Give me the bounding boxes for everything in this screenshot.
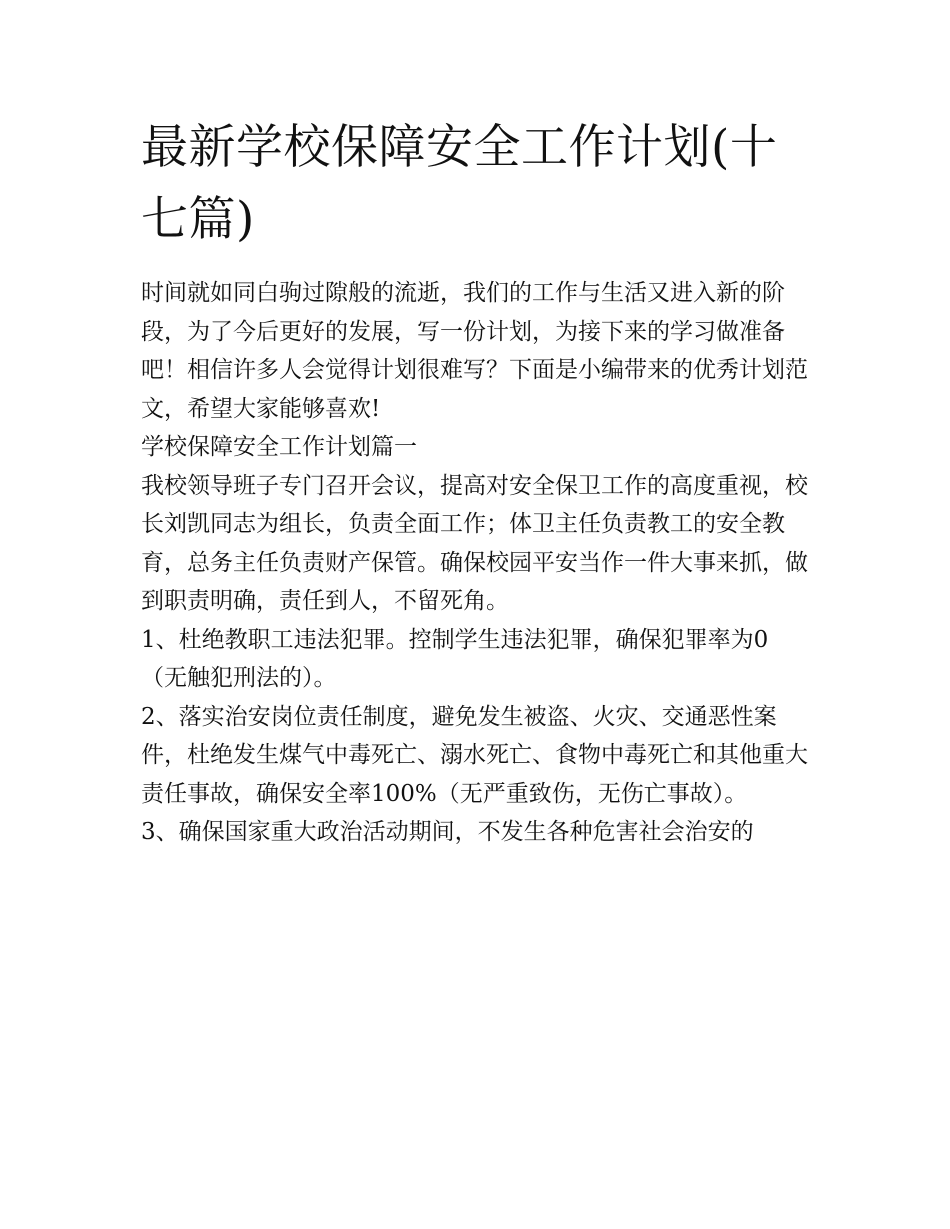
list-item-3: 3、确保国家重大政治活动期间，不发生各种危害社会治安的 [141,819,754,845]
document-body [141,112,813,852]
intro-paragraph: 时间就如同白驹过隙般的流逝，我们的工作与生活又进入新的阶段，为了今后更好的发展，写一份计划，为接下来的学习做准备吧！相信许多人会觉得计划很难写？下面是小编带来的优秀计划范文，希望大家能够喜欢! [141,280,808,422]
document-title: 最新学校保障安全工作计划(十七篇) [141,120,778,247]
section-heading: 学校保障安全工作计划篇一 [141,434,417,460]
title-spacer [141,256,813,274]
body-paragraph: 我校领导班子专门召开会议，提高对安全保卫工作的高度重视，校长刘凯同志为组长，负责全面工作；体卫主任负责教工的安全教育，总务主任负责财产保管。确保校园平安当作一件大事来抓，做到职责明确，责任到人，不留死角。 [141,472,808,614]
list-item-1: 1、杜绝教职工违法犯罪。控制学生违法犯罪，确保犯罪率为0（无触犯刑法的）。 [141,626,769,691]
list-item-2: 2、落实治安岗位责任制度，避免发生被盗、火灾、交通恶性案件，杜绝发生煤气中毒死亡、溺水死亡、食物中毒死亡和其他重大责任事故，确保安全率100%（无严重致伤，无伤亡事故）。 [141,703,808,807]
